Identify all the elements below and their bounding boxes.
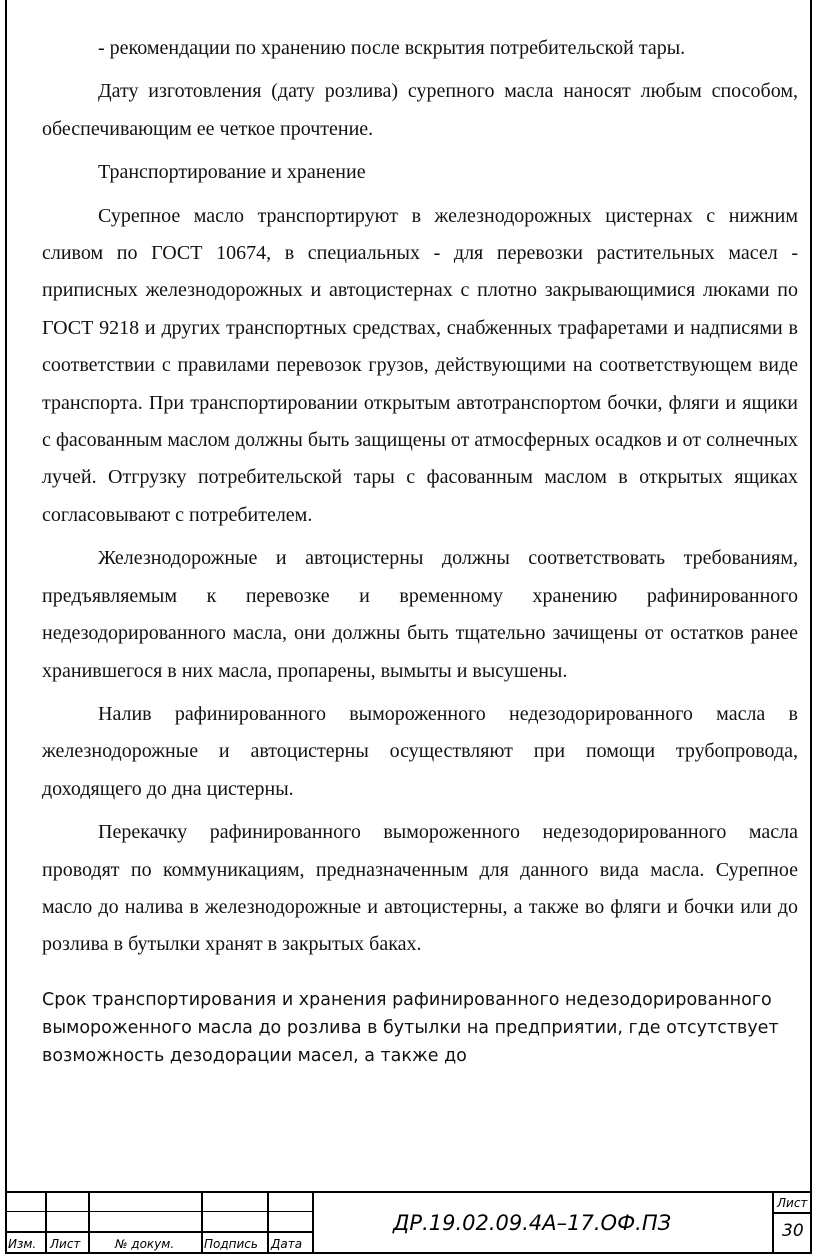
storage-term-text [42, 986, 802, 1070]
paragraph-recommendations: - рекомендации по хранению после вскрытия потребительской тары. [98, 37, 686, 59]
paragraph-filling: Налив рафинированного вымороженного недезодорированного масла в железнодорожные и автоцистерны осуществляют при помощи трубопровода, доходящего до дна цистерны. [42, 702, 798, 800]
sheet-label: Лист [777, 1196, 808, 1210]
paragraph-pumping: Перекачку рафинированного вымороженного недезодорированного масла проводят по коммуникациям, предназначенным для данного вида масла. Сурепное масло до налива в железнодорожные и автоцистерны, а также во фляги и бочки или до розлива в бутылки хранят в закрытых баках. [42, 821, 798, 956]
title-block [5, 1191, 812, 1254]
col-doc-label: № докум. [115, 1237, 175, 1251]
col-sign-label: Подпись [204, 1237, 258, 1251]
title-block-row-line [5, 1231, 312, 1233]
title-block-col-line [312, 1193, 314, 1254]
storage-term-line: вымороженного масла до розлива в бутылки на предприятии, где отсутствует [42, 1018, 779, 1038]
sheet-cell-divider [772, 1212, 812, 1214]
col-list-label: Лист [50, 1237, 81, 1251]
sheet-number: 30 [782, 1221, 804, 1241]
title-block-col-line [201, 1193, 203, 1254]
document-body [42, 30, 798, 964]
paragraph-transport: Сурепное масло транспортируют в железнодорожных цистернах с нижним сливом по ГОСТ 10674, в специальных - для перевозки растительных масел - приписных железнодорожных и автоцистернах с плотно закрывающимися люками по ГОСТ 9218 и других транспортных средствах, снабженных трафаретами и надписями в соответствии с правилами перевозок грузов, действующими на соответствующем виде транспорта. При транспортировании открытым автотранспортом бочки, фляги и ящики с фасованным маслом должны быть защищены от атмосферных осадков и от солнечных лучей. Отгрузку потребительской тары с фасованным маслом в открытых ящиках согласовывают с потребителем. [42, 204, 798, 526]
col-izm-label: Изм. [8, 1237, 37, 1251]
title-block-col-line [772, 1193, 774, 1254]
document-code: ДР.19.02.09.4А–17.ОФ.ПЗ [393, 1211, 672, 1235]
section-heading-transport: Транспортирование и хранение [98, 161, 366, 184]
title-block-col-line [45, 1193, 47, 1254]
storage-term-line: возможность дезодорации масел, а также до [42, 1046, 467, 1066]
paragraph-tank-requirements: Железнодорожные и автоцистерны должны соответствовать требованиям, предъявляемым к перевозке и временному хранению рафинированного недезодорированного масла, они должны быть тщательно зачищены от остатков ранее хранившегося в них масла, пропарены, вымыты и высушены. [42, 547, 798, 682]
storage-term-line: Срок транспортирования и хранения рафинированного недезодорированного [42, 990, 772, 1010]
title-block-col-line [88, 1193, 90, 1254]
paragraph-date-marking: Дату изготовления (дату розлива) сурепного масла наносят любым способом, обеспечивающим ее четкое прочтение. [42, 80, 798, 140]
col-date-label: Дата [271, 1237, 303, 1251]
title-block-row-line [5, 1211, 312, 1212]
title-block-col-line [267, 1193, 269, 1254]
